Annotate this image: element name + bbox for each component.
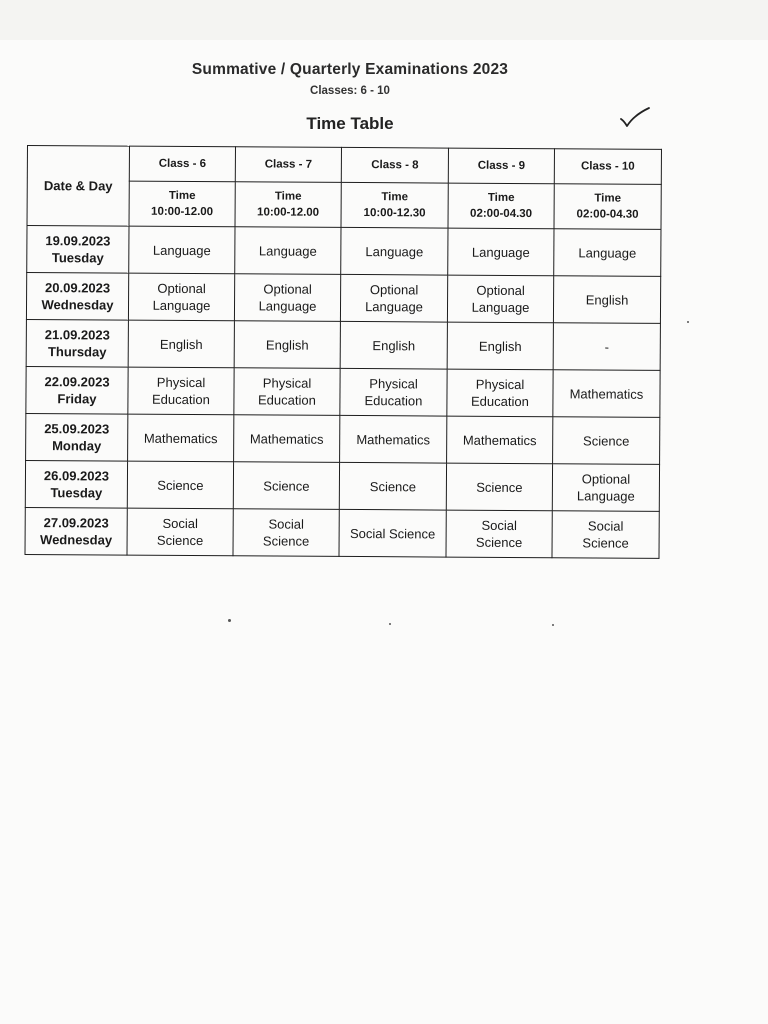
subject-cell [446, 510, 552, 558]
subject-cell [447, 322, 553, 370]
time-range: 10:00-12.30 [363, 207, 426, 220]
subject-cell [553, 276, 660, 324]
subject-text: Mathematics [143, 430, 218, 446]
date-day-cell [25, 507, 127, 555]
subject-text: Mathematics [462, 432, 537, 448]
time-label: Time [274, 190, 302, 203]
subject-text: Physical [262, 375, 312, 391]
subject-text: Language [576, 488, 635, 504]
paper-speck [228, 619, 231, 622]
subject-text: Mathematics [569, 385, 644, 402]
subject-cell [234, 274, 340, 322]
subject-cell [129, 226, 235, 274]
exam-day: Wednesday [41, 297, 114, 313]
exam-date: 19.09.2023 [45, 233, 111, 249]
subject-text: Education [257, 392, 316, 408]
subject-cell [127, 508, 233, 556]
subject-text: Mathematics [249, 430, 324, 447]
paper-speck [687, 321, 689, 323]
subject-cell [234, 415, 340, 463]
time-label: Time [487, 191, 515, 204]
paper-speck [389, 623, 391, 625]
subject-text: Language [365, 243, 424, 259]
time-range: 10:00-12.00 [151, 205, 214, 219]
exam-date: 21.09.2023 [44, 327, 110, 343]
date-day-cell [27, 226, 129, 274]
subject-cell [554, 229, 661, 277]
subject-text: Language [258, 242, 317, 259]
subject-text: Mathematics [356, 431, 431, 447]
subject-text: Language [471, 299, 530, 316]
subject-cell [553, 417, 660, 465]
subject-text: Education [470, 393, 529, 410]
timetable [24, 145, 660, 559]
subject-cell [128, 414, 234, 462]
subject-text: Social [481, 517, 517, 533]
exam-date: 20.09.2023 [45, 280, 111, 296]
subject-text: Science [157, 477, 204, 493]
subject-cell [341, 227, 448, 275]
subject-cell [128, 320, 234, 368]
subject-text: - [604, 339, 609, 355]
subject-text: Physical [369, 376, 418, 392]
subject-text: Social [268, 516, 304, 532]
subject-text: Science [582, 535, 629, 551]
date-day-cell [26, 319, 128, 367]
subject-text: English [265, 336, 309, 353]
document-title: Summative / Quarterly Examinations 2023 [191, 61, 509, 78]
exam-date: 27.09.2023 [43, 515, 109, 531]
class-time-cell [448, 183, 554, 229]
subject-text: Optional [476, 282, 525, 299]
subject-text: Social Science [349, 525, 436, 542]
subject-cell [340, 274, 447, 322]
subject-cell [127, 461, 233, 509]
subject-cell [234, 321, 340, 369]
subject-cell [233, 509, 339, 557]
time-range: 10:00-12.00 [257, 206, 320, 219]
exam-day-row [26, 319, 660, 370]
subject-text: Language [258, 298, 317, 314]
subject-cell [552, 464, 659, 512]
subject-cell [235, 227, 341, 275]
time-label: Time [381, 191, 409, 204]
subject-text: Language [471, 244, 530, 260]
subject-text: Language [365, 299, 423, 315]
subject-text: Language [152, 242, 211, 258]
class-time-cell [235, 182, 341, 228]
class-header-10: Class - 10 [554, 149, 661, 185]
document-subtitle: Classes: 6 - 10 [310, 85, 390, 97]
subject-text: Education [151, 391, 210, 408]
exam-day-row [27, 226, 661, 277]
subject-cell [448, 228, 554, 276]
subject-text: Optional [157, 280, 206, 297]
subject-text: Science [369, 478, 417, 494]
date-day-cell [26, 366, 128, 414]
subject-cell [128, 367, 234, 415]
subject-text: Language [152, 297, 211, 314]
subject-text: Physical [475, 376, 525, 393]
subject-cell [128, 273, 234, 321]
date-day-cell [26, 273, 128, 321]
exam-day-row [25, 507, 659, 558]
exam-day: Tuesday [50, 485, 103, 501]
subject-text: Science [583, 432, 630, 449]
class-header-8: Class - 8 [341, 147, 448, 183]
exam-day-row [26, 366, 660, 417]
subject-cell [340, 368, 447, 416]
subject-text: Science [263, 477, 310, 494]
subject-text: Physical [156, 374, 206, 391]
date-day-header: Date & Day [27, 146, 129, 227]
subject-cell [340, 321, 447, 369]
class-time-cell [129, 181, 235, 227]
exam-day-row [26, 273, 660, 324]
subject-cell [447, 275, 553, 323]
timetable-table [24, 145, 661, 559]
subject-text: Social [587, 518, 624, 534]
subject-text: Science [156, 532, 204, 549]
subject-cell [553, 370, 660, 418]
date-day-cell [26, 413, 128, 461]
time-range: 02:00-04.30 [470, 207, 533, 221]
exam-day-row [26, 413, 660, 464]
subject-text: English [478, 338, 522, 354]
date-day-cell [25, 460, 127, 508]
subject-cell [234, 368, 340, 416]
subject-text: English [159, 336, 203, 352]
class-time-cell [341, 182, 448, 228]
class-header-row [27, 146, 661, 185]
subject-text: English [585, 291, 629, 308]
paper-speck [552, 624, 554, 626]
exam-date: 25.09.2023 [44, 421, 110, 437]
time-range: 02:00-04.30 [576, 208, 639, 221]
subject-text: Optional [263, 281, 312, 297]
subject-cell [552, 511, 659, 559]
exam-day: Wednesday [40, 532, 113, 548]
exam-day: Friday [57, 391, 97, 407]
subject-cell [339, 462, 446, 510]
subject-cell [553, 323, 660, 371]
subject-cell [340, 415, 447, 463]
check-mark-icon [618, 106, 652, 135]
class-header-6: Class - 6 [129, 146, 235, 182]
time-label: Time [594, 192, 622, 205]
subject-text: Science [262, 533, 310, 549]
subject-text: Language [578, 244, 637, 261]
subject-cell [447, 416, 553, 464]
subject-cell [233, 462, 339, 510]
exam-day: Thursday [47, 344, 107, 360]
class-header-7: Class - 7 [235, 147, 341, 183]
exam-day-row [25, 460, 659, 511]
subject-text: Education [364, 393, 423, 409]
exam-date: 26.09.2023 [43, 468, 110, 484]
class-header-9: Class - 9 [448, 148, 554, 184]
exam-day: Tuesday [51, 250, 104, 266]
subject-cell [447, 369, 553, 417]
subject-cell [339, 509, 446, 557]
subject-cell [446, 463, 552, 511]
subject-text: Science [475, 534, 523, 551]
subject-text: Social [162, 515, 198, 532]
time-label: Time [168, 189, 196, 203]
exam-day: Monday [52, 438, 102, 454]
subject-text: Optional [581, 471, 631, 487]
exam-date: 22.09.2023 [44, 374, 110, 390]
subject-text: Optional [369, 282, 419, 298]
subject-text: English [372, 337, 416, 353]
timetable-heading: Time Table [306, 114, 394, 133]
class-time-cell [554, 184, 661, 230]
subject-text: Science [476, 479, 523, 495]
